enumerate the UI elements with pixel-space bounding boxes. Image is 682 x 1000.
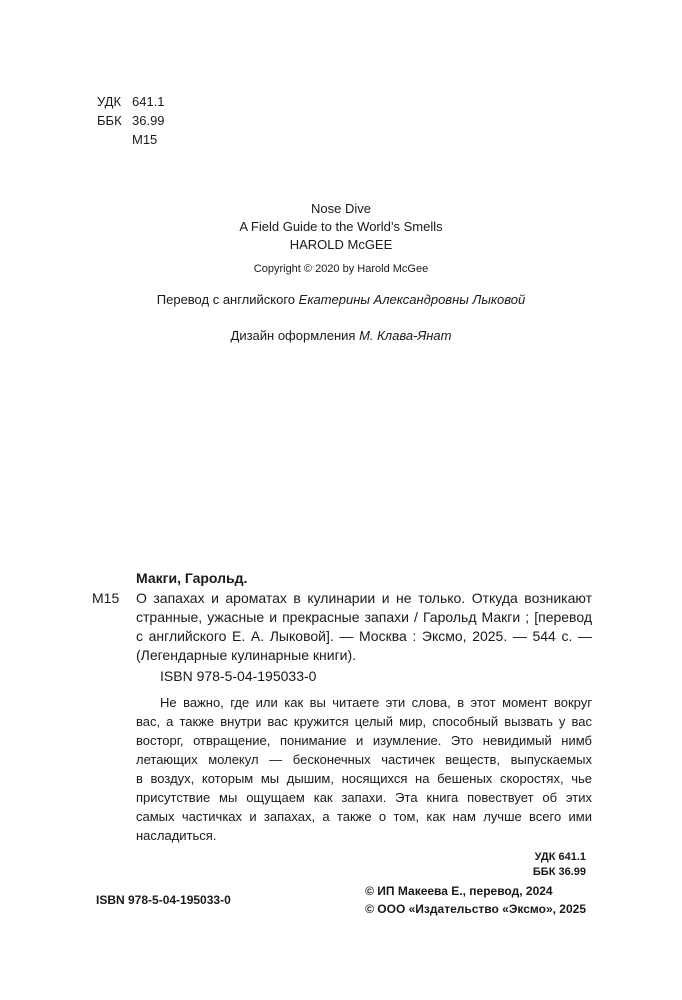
catalog-author-heading: Макги, Гарольд. [136, 570, 248, 586]
original-title: Nose Dive [311, 201, 371, 216]
original-author: HAROLD McGEE [289, 237, 393, 252]
footer-udk: УДК 641.1 [534, 851, 586, 863]
footer-copyright [365, 882, 586, 918]
biblio-line: с английского Е. А. Лыковой]. — Москва : Эксмо, 2025. — 544 с. — [136, 628, 592, 644]
annotation-line: восторг, отвращение, понимание и изумление. Это невидимый нимб [136, 733, 592, 748]
udk-line: УДК 641.1 [97, 94, 165, 109]
catalog-isbn: ISBN 978-5-04-195033-0 [160, 668, 317, 684]
footer-bbk: ББК 36.99 [532, 866, 586, 878]
annotation-line: самых частичках и запахах, а также о том, как нам лучше всего ими [136, 809, 592, 824]
bibliographic-description [136, 589, 592, 665]
classification-codes [97, 92, 165, 149]
biblio-line: (Легендарные кулинарные книги). [136, 647, 357, 663]
annotation-line: летающих молекул — бесконечных частичек веществ, выпускаемых [136, 752, 592, 767]
designer-name: М. Клава-Янат [359, 328, 452, 343]
author-mark: М15 [132, 132, 158, 147]
translator-name: Екатерины Александровны Лыковой [298, 292, 526, 307]
annotation-line: присутствие мы ощущаем как запахи. Эта книга повествует об этих [136, 790, 592, 805]
annotation-line: Не важно, где или как вы читаете эти слова, в этот момент вокруг [160, 695, 592, 710]
original-copyright: Copyright © 2020 by Harold McGee [253, 263, 429, 275]
annotation-line: насладиться. [136, 828, 217, 843]
bbk-line: ББК 36.99 [97, 113, 165, 128]
annotation-line: вас, а также внутри вас кружится целый мир, способный вызвать у вас [136, 714, 592, 729]
design-credit: Дизайн оформления М. Клава-Янат [230, 328, 452, 343]
original-edition-block [0, 200, 682, 254]
original-subtitle: A Field Guide to the World’s Smells [239, 219, 443, 234]
footer-copyright-line: © ООО «Издательство «Эксмо», 2025 [365, 902, 586, 916]
annotation [136, 693, 592, 845]
catalog-mark: М15 [92, 590, 120, 606]
annotation-line: в воздух, которым мы дышим, носящихся на бешеных скоростях, чье [136, 771, 592, 786]
biblio-line: странные, ужасные и прекрасные запахи / Гарольд Макги ; [перевод [136, 609, 592, 625]
biblio-line: О запахах и ароматах в кулинарии и не только. Откуда возникают [136, 590, 592, 606]
translation-credit: Перевод с английского Екатерины Александровны Лыковой [156, 292, 526, 307]
footer-isbn: ISBN 978-5-04-195033-0 [96, 893, 231, 907]
footer-copyright-line: © ИП Макеева Е., перевод, 2024 [365, 884, 553, 898]
footer-classification [533, 850, 586, 880]
